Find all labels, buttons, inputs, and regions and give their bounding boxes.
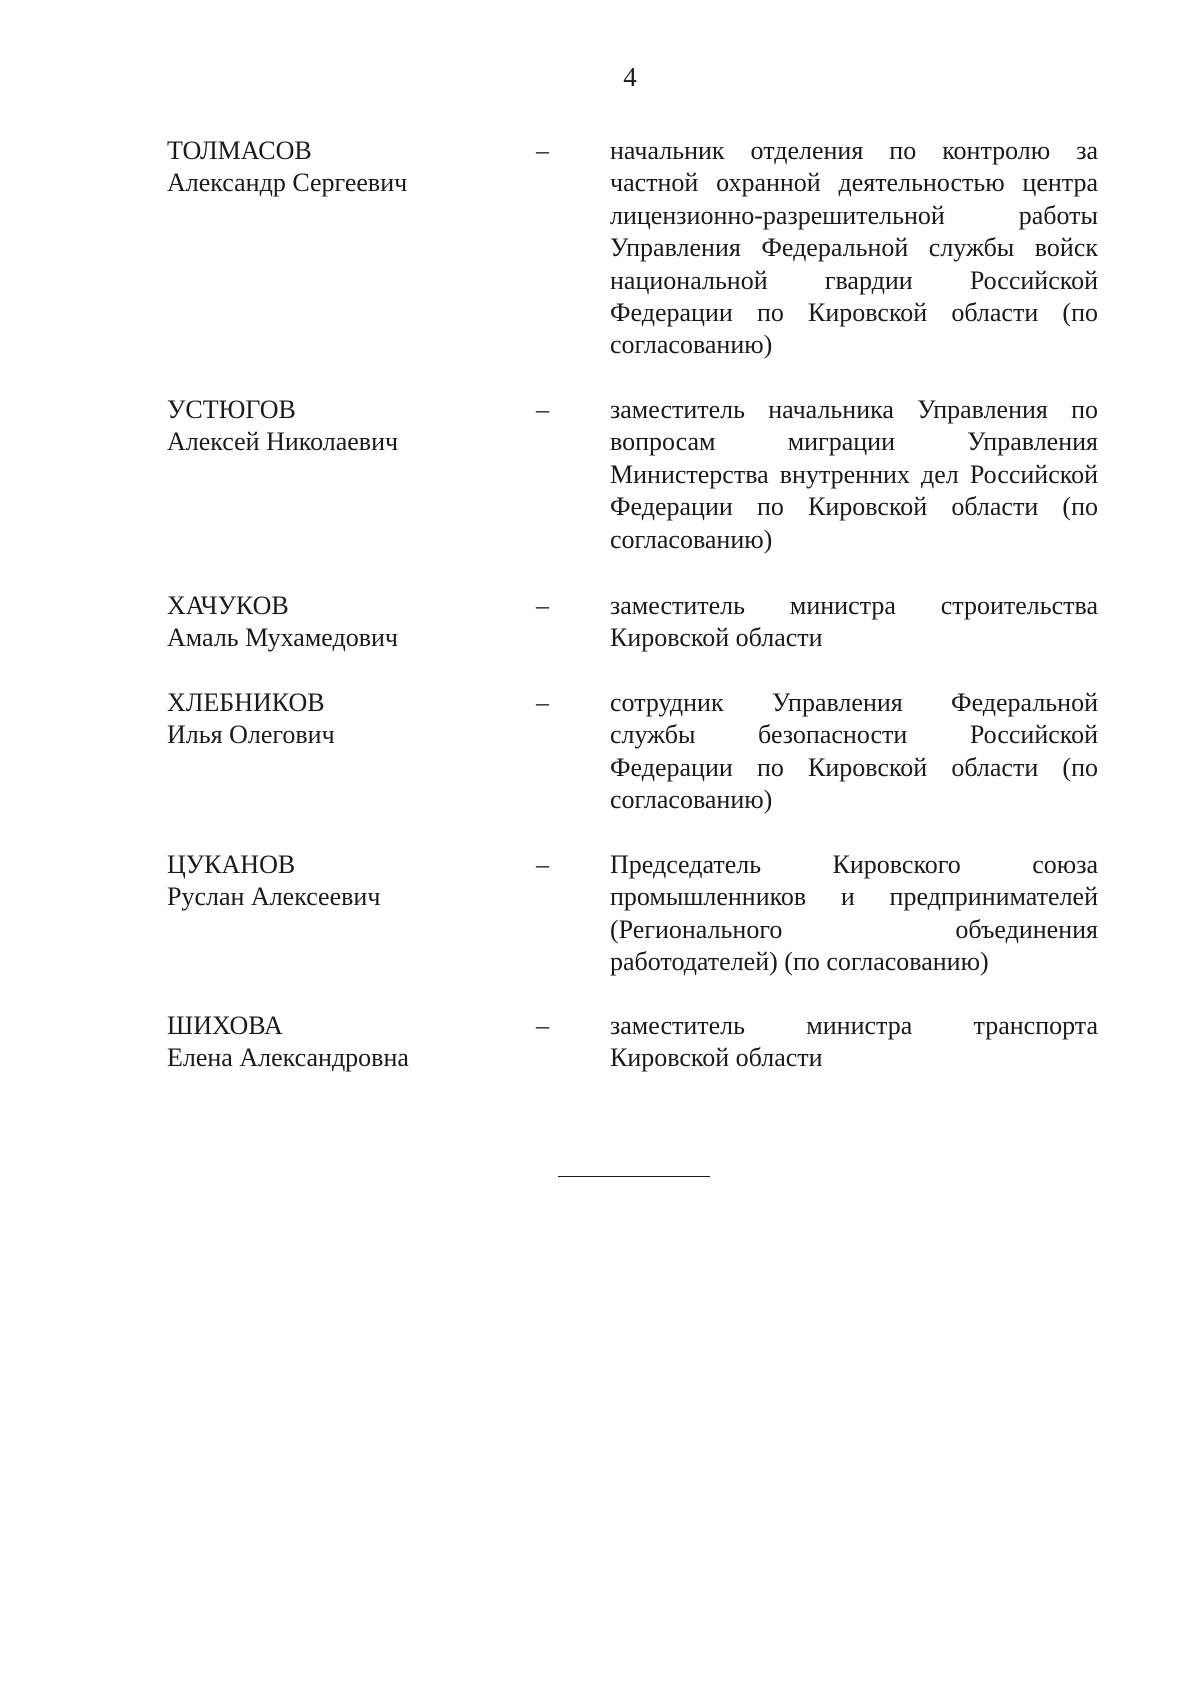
member-given-names: Илья Олегович <box>167 720 335 749</box>
member-surname: ШИХОВА <box>167 1011 283 1040</box>
member-name <box>167 590 497 654</box>
member-position: Председатель Кировского союза промышленников и предпринимателей (Регионального объединения работодателей) (по согласованию) <box>610 850 1098 977</box>
member-name <box>167 849 497 913</box>
member-name <box>167 394 497 458</box>
member-position: заместитель министра транспорта Кировской области <box>610 1011 1098 1073</box>
separator-dash: – <box>536 850 549 879</box>
member-surname: УСТЮГОВ <box>167 395 296 424</box>
member-surname: ТОЛМАСОВ <box>167 136 312 165</box>
member-surname: ЦУКАНОВ <box>167 850 296 879</box>
separator-dash: – <box>536 688 549 717</box>
member-name <box>167 135 497 199</box>
member-given-names: Александр Сергеевич <box>167 168 408 197</box>
end-of-list-rule <box>558 1176 710 1177</box>
separator-dash: – <box>536 1011 549 1040</box>
member-surname: ХЛЕБНИКОВ <box>167 688 325 717</box>
member-position: заместитель начальника Управления по вопросам миграции Управления Министерства внутренних дел Российской Федерации по Кировской области (по согласованию) <box>610 395 1098 554</box>
member-given-names: Амаль Мухамедович <box>167 623 398 652</box>
member-position: заместитель министра строительства Кировской области <box>610 591 1098 653</box>
member-position: начальник отделения по контролю за частной охранной деятельностью центра лицензионно-разрешительной работы Управления Федеральной службы войск национальной гвардии Российской Федерации по Кировской области (по согласованию) <box>610 136 1098 360</box>
member-given-names: Руслан Алексеевич <box>167 882 381 911</box>
member-surname: ХАЧУКОВ <box>167 591 289 620</box>
member-name <box>167 1010 497 1074</box>
page-number: 4 <box>623 62 637 92</box>
member-given-names: Елена Александровна <box>167 1043 409 1072</box>
member-given-names: Алексей Николаевич <box>167 427 399 456</box>
member-position: сотрудник Управления Федеральной службы безопасности Российской Федерации по Кировской области (по согласованию) <box>610 688 1098 815</box>
separator-dash: – <box>536 395 549 424</box>
member-name <box>167 687 497 751</box>
separator-dash: – <box>536 136 549 165</box>
separator-dash: – <box>536 591 549 620</box>
